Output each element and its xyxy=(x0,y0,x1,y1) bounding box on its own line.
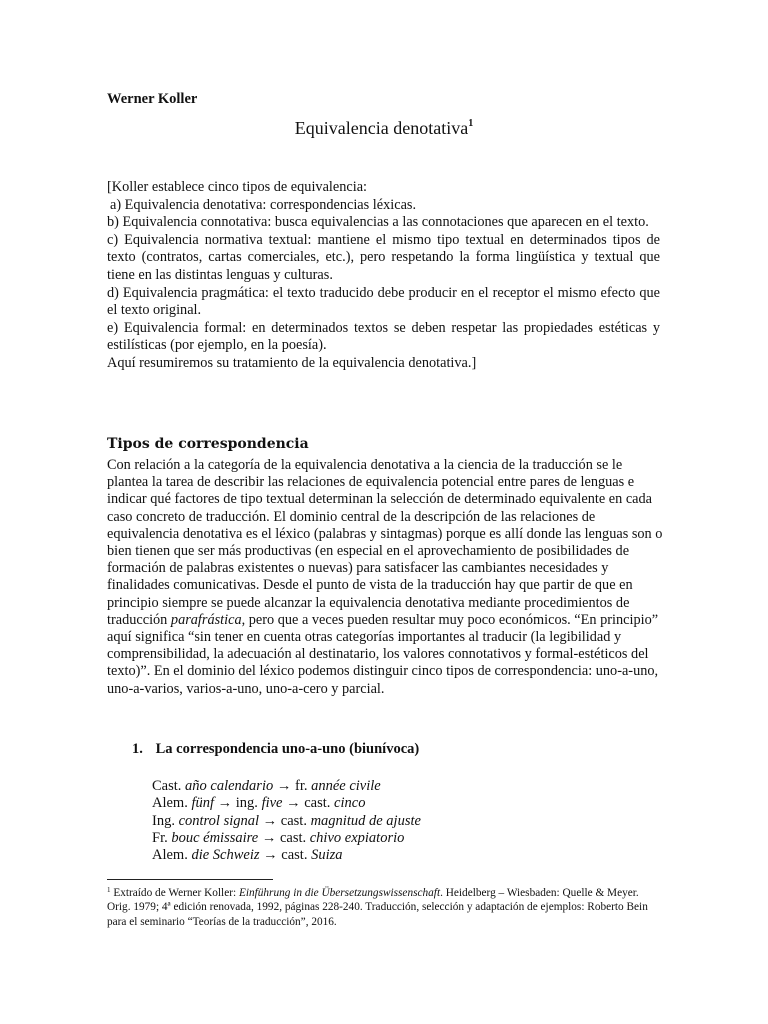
arrow-icon: → xyxy=(259,812,281,829)
footnote-book-title: Einführung in die Übersetzungswissenschaft xyxy=(238,887,441,899)
example-lang: ing. xyxy=(235,795,262,812)
body-text-italic: parafrástica xyxy=(170,611,242,628)
example-lang: cast. xyxy=(281,847,312,864)
example-lang: cast. xyxy=(279,829,310,846)
example-term: chivo expiatorio xyxy=(309,829,405,846)
example-line xyxy=(152,830,421,847)
example-lang: fr. xyxy=(294,778,312,794)
intro-line: Aquí resumiremos su tratamiento de la equivalencia denotativa.] xyxy=(107,354,477,371)
title-footnote-mark: 1 xyxy=(468,118,474,129)
body-paragraph xyxy=(107,457,663,698)
example-term: cinco xyxy=(334,795,366,812)
example-term: control signal xyxy=(178,812,260,829)
example-term: five xyxy=(261,795,283,812)
example-lang: Fr. xyxy=(152,829,172,846)
arrow-icon: → xyxy=(258,829,280,846)
example-lang: Alem. xyxy=(152,795,192,812)
example-lang: Ing. xyxy=(152,812,179,829)
author-name: Werner Koller xyxy=(107,91,198,107)
examples-list xyxy=(152,778,421,864)
example-term: bouc émissaire xyxy=(171,829,259,846)
intro-line: c) Equivalencia normativa textual: mantiene el mismo tipo textual en determinados tipos de texto (contratos, cartas comerciales, etc.), pero respetando la forma lingüística y textual que tiene en las distintas lenguas y culturas. xyxy=(107,231,660,283)
example-lang: Alem. xyxy=(152,847,192,864)
section-heading: Tipos de correspondencia xyxy=(107,436,309,452)
list-item-heading xyxy=(132,741,419,758)
intro-line: e) Equivalencia formal: en determinados textos se deben respetar las propiedades estéticas y estilísticas (por ejemplo, en la poesía). xyxy=(107,319,660,354)
example-term: die Schweiz xyxy=(191,847,260,864)
footnote xyxy=(107,883,663,929)
example-line xyxy=(152,778,421,795)
example-line xyxy=(152,813,421,830)
example-lang: → cast. xyxy=(282,795,335,812)
intro-block xyxy=(107,179,660,373)
title-text: Equivalencia denotativa xyxy=(294,118,469,138)
arrow-icon: → xyxy=(259,847,282,864)
list-heading-text: La correspondencia uno-a-uno (biunívoca) xyxy=(155,741,420,757)
example-lang: Cast. xyxy=(152,778,186,794)
body-text-part2: , pero que a veces pueden resultar muy poco económicos. “En principio” aquí significa “sin tener en cuenta otras categorías importantes al traducir (la legibilidad y comprensibilidad, la adecuación al destinatario, los valores connotativos y formal-estéticos del texto)”. En el dominio del léxico podemos distinguir cinco tipos de correspondencia: uno-a-uno, uno-a-varios, varios-a-uno, uno-a-cero y parcial. xyxy=(107,611,659,697)
list-number: 1. xyxy=(132,741,143,757)
arrow-icon: → xyxy=(214,795,236,812)
footnote-mark: 1 xyxy=(107,886,111,894)
body-text-part1: Con relación a la categoría de la equivalencia denotativa a la ciencia de la traducción se le plantea la tarea de describir las relaciones de equivalencia potencial entre pares de lenguas e indicar qué factores de tipo textual determinan la selección de determinado equivalente en cada caso concreto de traducción. El dominio central de la descripción de las relaciones de equivalencia denotativa es el léxico (palabras y sintagmas) porque es allí donde las lenguas son o bien tienen que ser más productivas (en especial en el aprovechamiento de posibilidades de formación de palabras existentes o nuevas) para satisfacer las cambiantes necesidades y finalidades comunicativas. Desde el punto de vista de la traducción hay que partir de que en principio siempre se puede alcanzar la equivalencia denotativa mediante procedimientos de traducción xyxy=(107,457,663,628)
example-term: año calendario xyxy=(185,778,274,794)
footnote-text: . Heidelberg – Wiesbaden: Quelle & Meyer. Orig. 1979; 4ª edición renovada, 1992, páginas 228-240. Traducción, selección y adaptación de ejemplos: Roberto Bein para el seminario “Teorías de la traducción”, 2016. xyxy=(107,887,648,928)
intro-line: b) Equivalencia connotativa: busca equivalencias a las connotaciones que aparecen en el texto. xyxy=(107,214,649,231)
footnote-text: Extraído de Werner Koller: xyxy=(110,887,239,899)
page-title xyxy=(0,118,768,139)
intro-line: [Koller establece cinco tipos de equivalencia: xyxy=(107,179,368,195)
example-term: fünf xyxy=(191,795,215,812)
intro-line: a) Equivalencia denotativa: correspondencias léxicas. xyxy=(110,196,417,213)
example-term: année civile xyxy=(311,778,381,794)
example-lang: cast. xyxy=(280,812,311,829)
footnote-divider xyxy=(107,879,273,880)
example-term: magnitud de ajuste xyxy=(310,812,421,829)
example-line xyxy=(152,847,421,864)
arrow-icon: → xyxy=(273,778,295,794)
intro-line: d) Equivalencia pragmática: el texto traducido debe producir en el receptor el mismo efecto que el texto original. xyxy=(107,284,660,319)
example-line xyxy=(152,795,421,812)
example-term: Suiza xyxy=(311,847,343,864)
